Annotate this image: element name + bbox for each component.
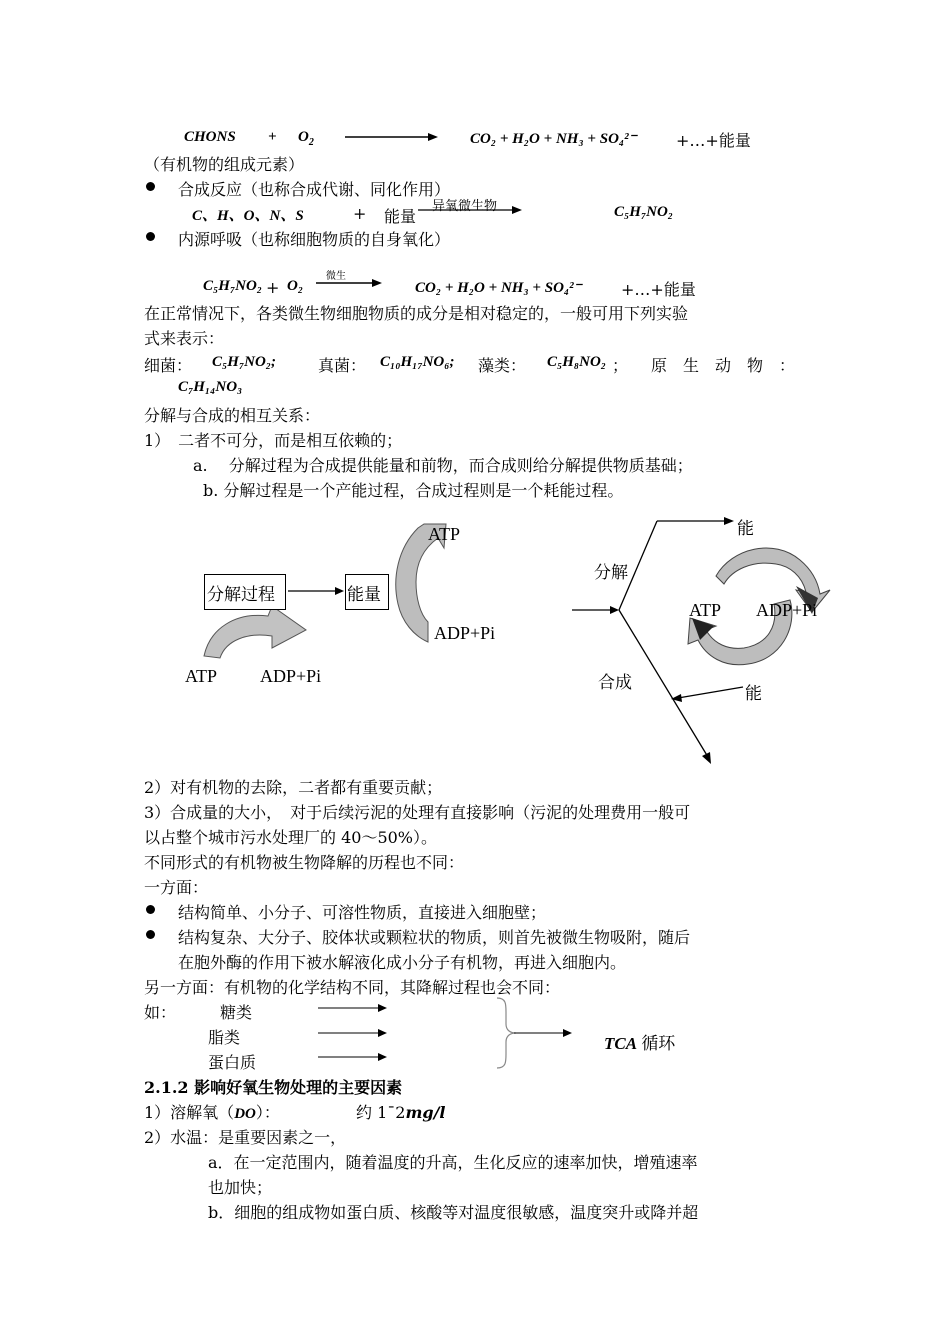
eq1-reactant1: CHONS [184, 129, 236, 145]
para1-line1: 在正常情况下，各类微生物细胞物质的成分是相对稳定的，一般可用下列实验 [144, 304, 689, 323]
left-atp-top: ATP [428, 524, 461, 544]
bullet-synthesis: 合成反应（也称合成代谢、同化作用） [178, 180, 451, 199]
bullet-complex-line1: 结构复杂、大分子、胶体状或颗粒状的物质，则首先被微生物吸附，随后 [178, 928, 691, 947]
right-energy-top: 能 [737, 519, 754, 539]
eq3-plus: + [266, 278, 280, 297]
factor-2b: b．细胞的组成物如蛋白质、核酸等对温度很敏感，温度突升或降并超 [208, 1203, 699, 1222]
left-atp-bottom: ATP [185, 666, 218, 686]
bacteria-formula: C₅H₇NO₂; [212, 354, 277, 370]
example-sugar: 糖类 [220, 1003, 253, 1022]
eq2-product: C₅H₇NO₂ [614, 204, 674, 220]
right-atp: ATP [689, 600, 722, 620]
point-2: 2）对有机物的去除，二者都有重要贡献； [144, 778, 443, 797]
point-3-line1: 3）合成量的大小， 对于后续污泥的处理有直接影响（污泥的处理费用一般可 [144, 803, 691, 822]
bullet-endogenous: 内源呼吸（也称细胞物质的自身氧化） [178, 230, 451, 249]
example-protein: 蛋白质 [208, 1053, 257, 1072]
eq3-products: CO₂ + H₂O + NH₃ + SO₄²⁻ [415, 280, 582, 296]
right-synthesize-label: 合成 [598, 673, 632, 693]
eq1-note: （有机物的组成元素） [144, 155, 305, 174]
eq3-tail: +…+能量 [621, 280, 696, 299]
eq2-plus: + [353, 204, 367, 223]
right-adp: ADP+Pi [756, 600, 818, 620]
eq1-tail: +…+能量 [676, 131, 751, 150]
left-adp-right: ADP+Pi [434, 623, 496, 643]
bacteria-label: 细菌： [144, 356, 193, 375]
aspect-1: 一方面： [144, 878, 209, 897]
box-energy-label: 能量 [347, 585, 381, 605]
eq2-arrow-label: 异氧微生物 [432, 199, 498, 214]
point-1b: b. 分解过程是一个产能过程，合成过程则是一个耗能过程。 [203, 481, 624, 500]
formula-sep: ； [612, 356, 629, 375]
section-title: 2.1.2 影响好氧生物处理的主要因素 [144, 1078, 403, 1097]
para1-line2: 式来表示： [144, 329, 225, 348]
factor-2: 2）水温：是重要因素之一， [144, 1128, 347, 1147]
fungi-label: 真菌： [318, 356, 367, 375]
point-3-line2: 以占整个城市污水处理厂的 40～50%）。 [144, 828, 438, 847]
eq2-reactants: C、H、O、N、S [192, 208, 304, 224]
example-prefix: 如： [144, 1003, 177, 1022]
para-2: 不同形式的有机物被生物降解的历程也不同： [144, 853, 465, 872]
right-energy-bottom: 能 [745, 684, 762, 704]
eq3-reactant: C₅H₇NO₂ [203, 278, 263, 294]
eq1-products: CO₂ + H₂O + NH₃ + SO₄²⁻ [470, 131, 637, 147]
protozoa-formula: C₇H₁₄NO₃ [178, 379, 243, 395]
point-1: 1） 二者不可分，而是相互依赖的； [144, 431, 403, 450]
eq1-reactant2: $O_2$ [298, 129, 314, 148]
fungi-formula: C₁₀H₁₇NO₆; [380, 354, 455, 370]
box-decomposition-label: 分解过程 [207, 585, 275, 605]
relation-title: 分解与合成的相互关系： [144, 406, 321, 425]
tca-label: TCA 循环 [604, 1034, 676, 1053]
bullet-simple: 结构简单、小分子、可溶性物质，直接进入细胞壁； [178, 903, 547, 922]
point-1a: a. 分解过程为合成提供能量和前物，而合成则给分解提供物质基础； [193, 456, 693, 475]
eq2-energy: 能量 [384, 207, 417, 226]
bullet-complex-line2: 在胞外酶的作用下被水解液化成小分子有机物，再进入细胞内。 [178, 953, 627, 972]
factor-2a-line2: 也加快； [208, 1178, 273, 1197]
left-adp-bottom: ADP+Pi [260, 666, 322, 686]
factor-2a-line1: a．在一定范围内，随着温度的升高，生化反应的速率加快，增殖速率 [208, 1153, 698, 1172]
factor-1-value: 约 1¯2mg/l [356, 1103, 446, 1122]
eq3-reactant2: O₂ [287, 278, 304, 294]
aspect-2: 另一方面：有机物的化学结构不同，其降解过程也会不同： [144, 978, 561, 997]
example-lipid: 脂类 [208, 1028, 241, 1047]
algae-formula: C₅H₈NO₂ [547, 354, 607, 370]
algae-label: 藻类： [478, 356, 527, 375]
factor-1: 1）溶解氧（DO）： [144, 1103, 280, 1122]
right-decompose-label: 分解 [594, 563, 628, 583]
eq3-arrow-label: 微生 [326, 271, 346, 282]
eq1-plus: + [268, 129, 277, 145]
protozoa-label: 原 生 动 物 ： [651, 356, 796, 375]
